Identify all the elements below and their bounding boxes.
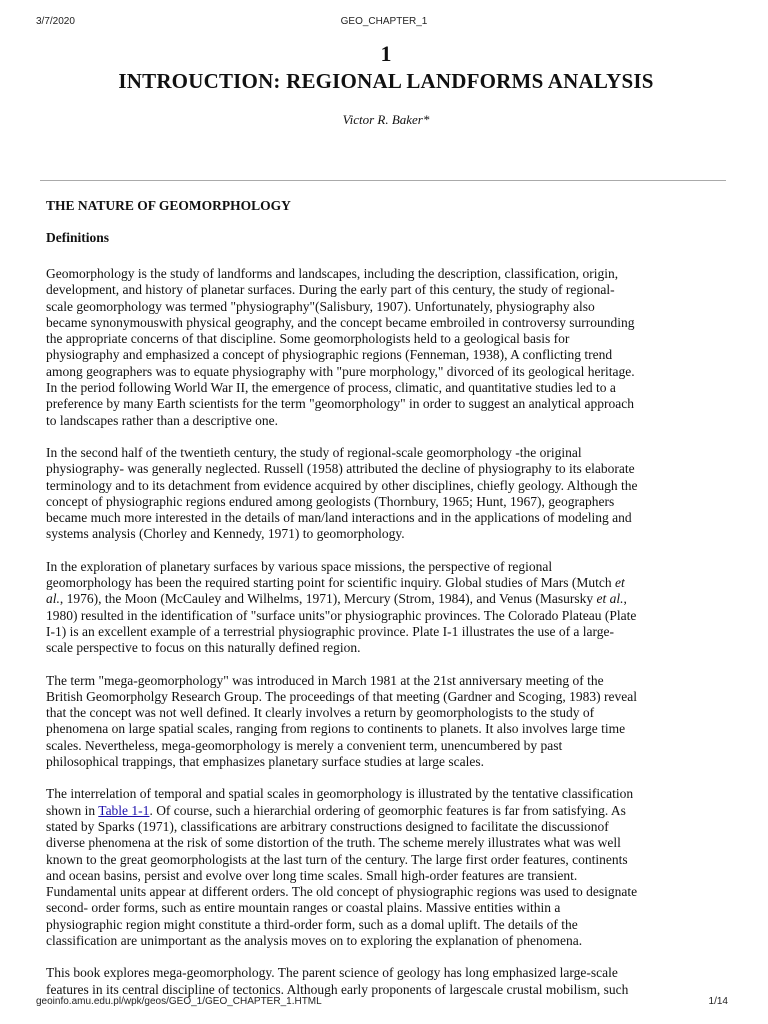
print-doc-title: GEO_CHAPTER_1 [340, 16, 428, 27]
text-line: scale geomorphology was termed "physiography"(Salisbury, 1907). Unfortunately, physiography also [46, 298, 595, 314]
text-line: The interrelation of temporal and spatial scales in geomorphology is illustrated by the tentative classification [46, 786, 634, 802]
text-line: philosophical trappings, that emphasizes planetary surface studies at large scales. [46, 754, 484, 770]
page-number: 1/14 [708, 996, 728, 1007]
chapter-number: 1 [380, 41, 392, 66]
text-line: In the exploration of planetary surfaces by various space missions, the perspective of regional [46, 558, 553, 574]
paragraph-1 [46, 266, 726, 429]
text-line: among geographers was to equate physiography with "pure morphology," divorced of its geological heritage. [46, 363, 635, 379]
text-run: shown in [46, 802, 99, 818]
text-line: physiography and emphasized a concept of physiographic regions (Fenneman, 1938), A conflicting trend [46, 347, 613, 363]
paragraph-4 [46, 673, 726, 771]
text-line [46, 591, 726, 607]
text-line: Geomorphology is the study of landforms and landscapes, including the description, classification, origin, [46, 266, 619, 281]
paragraph-6 [46, 965, 726, 998]
text-line: second- order forms, such as entire mountain ranges or coastal plains. Massive entities within a [46, 900, 561, 916]
text-line: 1980) resulted in the identification of "surface units"or physiographic provinces. The Colorado Plateau (Plate [46, 607, 637, 623]
text-line: I-1) is an excellent example of a terrestrial physiographic province. Plate I-1 illustrates the use of a large- [46, 623, 615, 639]
text-line: Fundamental units appear at different orders. The old concept of physiographic regions was used to designate [46, 884, 638, 900]
text-line: that the concept was not well defined. It clearly involves a return by geomorphologists to the study of [46, 705, 595, 721]
document-body [46, 42, 726, 998]
text-line: the appropriate concerns of that discipline. Some geomorphologists held to a geological basis for [46, 331, 570, 347]
print-header [0, 16, 768, 30]
text-line: classification are unimportant as the analysis moves on to exploring the explanation of phenomena. [46, 932, 583, 948]
text-line: diverse phenomena at the risk of some distortion of the truth. The scheme merely illustrates what was well [46, 835, 621, 851]
text-line: physiography- was generally neglected. Russell (1958) attributed the decline of physiography to its elaborate [46, 461, 635, 477]
text-line: In the second half of the twentieth century, the study of regional-scale geomorphology -the original [46, 444, 582, 460]
text-line: preference by many Earth scientists for the term "geomorphology" in order to suggest an analytical approach [46, 396, 634, 412]
text-line: concept of physiographic regions endured among geologists (Thornbury, 1965; Hunt, 1967), geographers [46, 493, 615, 509]
table-1-1-link[interactable]: Table 1-1 [98, 802, 150, 818]
text-line: scales. Nevertheless, mega-geomorphology is merely a convenient term, unencumbered by past [46, 737, 563, 753]
text-line: development, and history of planetar surfaces. During the early part of this century, the study of regional- [46, 282, 615, 298]
paragraph-5 [46, 786, 726, 949]
text-line [46, 803, 726, 819]
text-line: The term "mega-geomorphology" was introduced in March 1981 at the 21st anniversary meeting of the [46, 672, 604, 688]
text-line: British Geomorpholgy Research Group. The proceedings of that meeting (Gardner and Scoging, 1983) reveal [46, 688, 637, 704]
text-line: In the period following World War II, the emergence of process, climatic, and quantitative studies led to a [46, 380, 616, 396]
print-footer [0, 996, 768, 1010]
text-line: became much more interested in the details of man/land interactions and in the applications of modeling and [46, 510, 632, 526]
subsection-heading: Definitions [46, 230, 110, 245]
print-date: 3/7/2020 [36, 16, 75, 27]
horizontal-rule [40, 180, 726, 181]
paragraph-2 [46, 445, 726, 543]
text-line: This book explores mega-geomorphology. The parent science of geology has long emphasized large-scale [46, 965, 618, 981]
paragraph-3 [46, 559, 726, 657]
text-run: geomorphology has been the required starting point for scientific inquiry. Global studies of Mars (Mutch [46, 575, 615, 591]
text-line: phenomena on large spatial scales, ranging from regions to continents to planets. It also involves large time [46, 721, 626, 737]
italic-text: al. [46, 591, 60, 607]
italic-text: et [615, 575, 625, 591]
chapter-title: INTROUCTION: REGIONAL LANDFORMS ANALYSIS [118, 69, 654, 93]
text-line: scale perspective to focus on this naturally defined region. [46, 640, 361, 656]
italic-text: et al. [596, 591, 624, 607]
text-run: , [623, 591, 627, 607]
text-line: and ocean basins, persist and evolve over long time scales. Small high-order features are transient. [46, 867, 578, 883]
text-line: features in its central discipline of tectonics. Although early proponents of largescale crustal mobilism, such [46, 981, 629, 997]
text-line: stated by Sparks (1971), classifications are arbitrary constructions designed to facilitate the discussionof [46, 818, 609, 834]
print-url: geoinfo.amu.edu.pl/wpk/geos/GEO_1/GEO_CHAPTER_1.HTML [36, 996, 322, 1007]
text-line: systems analysis (Chorley and Kennedy, 1971) to geomorphology. [46, 526, 405, 542]
text-line: known to the great geomorphologists at the last turn of the century. The large first order features, continents [46, 851, 628, 867]
text-run: , 1976), the Moon (McCauley and Wilhelms, 1971), Mercury (Strom, 1984), and Venus (Masursky [59, 591, 597, 607]
text-line: to landscapes rather than a descriptive one. [46, 412, 279, 428]
section-heading: THE NATURE OF GEOMORPHOLOGY [46, 198, 291, 213]
text-run: . Of course, such a hierarchial ordering of geomorphic features is far from satisfying. As [149, 802, 626, 818]
author-name: Victor R. Baker* [342, 112, 430, 127]
text-line: became synonymouswith physical geography, and the concept became embroiled in controversy surrounding [46, 314, 635, 330]
text-line [46, 575, 726, 591]
text-line: terminology and to its detachment from evidence acquired by other disciplines, chiefly geology. Although the [46, 477, 638, 493]
text-line: physiographic region might constitute a third-order form, such as a domal uplift. The details of the [46, 916, 578, 932]
